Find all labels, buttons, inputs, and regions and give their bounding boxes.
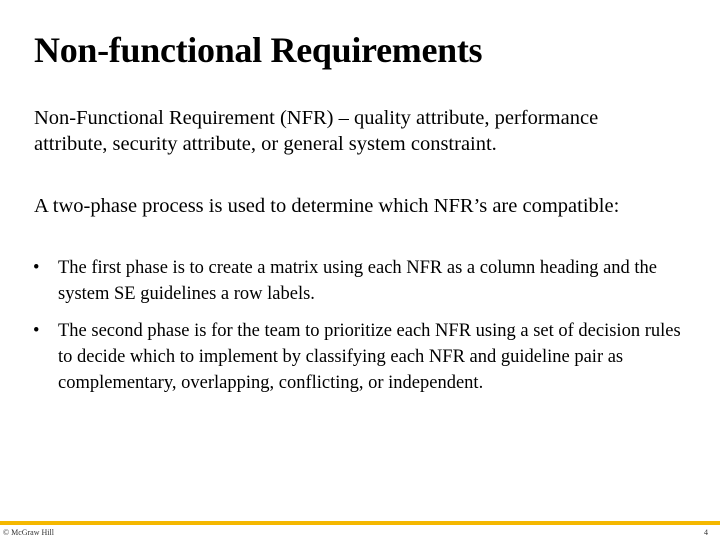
bullet-dot: •	[33, 258, 40, 278]
slide-title: Non-functional Requirements	[34, 30, 483, 70]
bullet-text: The first phase is to create a matrix using each NFR as a column heading and the system SE guidelines a row labels.	[58, 258, 658, 304]
copyright-notice: © McGraw Hill	[3, 528, 54, 537]
footer-accent-bar	[0, 521, 720, 525]
bullet-text: The second phase is for the team to prioritize each NFR using a set of decision rules to decide which to implement by classifying each NFR and guideline pair as complementary, overlapping, conflicting, or independent.	[58, 321, 681, 393]
two-phase-process-paragraph: A two-phase process is used to determine which NFR’s are compatible:	[34, 195, 620, 217]
bullet-dot: •	[33, 321, 40, 341]
page-number: 4	[704, 528, 708, 537]
nfr-definition-paragraph: Non-Functional Requirement (NFR) – quality attribute, performance attribute, security attribute, or general system constraint.	[34, 107, 599, 155]
